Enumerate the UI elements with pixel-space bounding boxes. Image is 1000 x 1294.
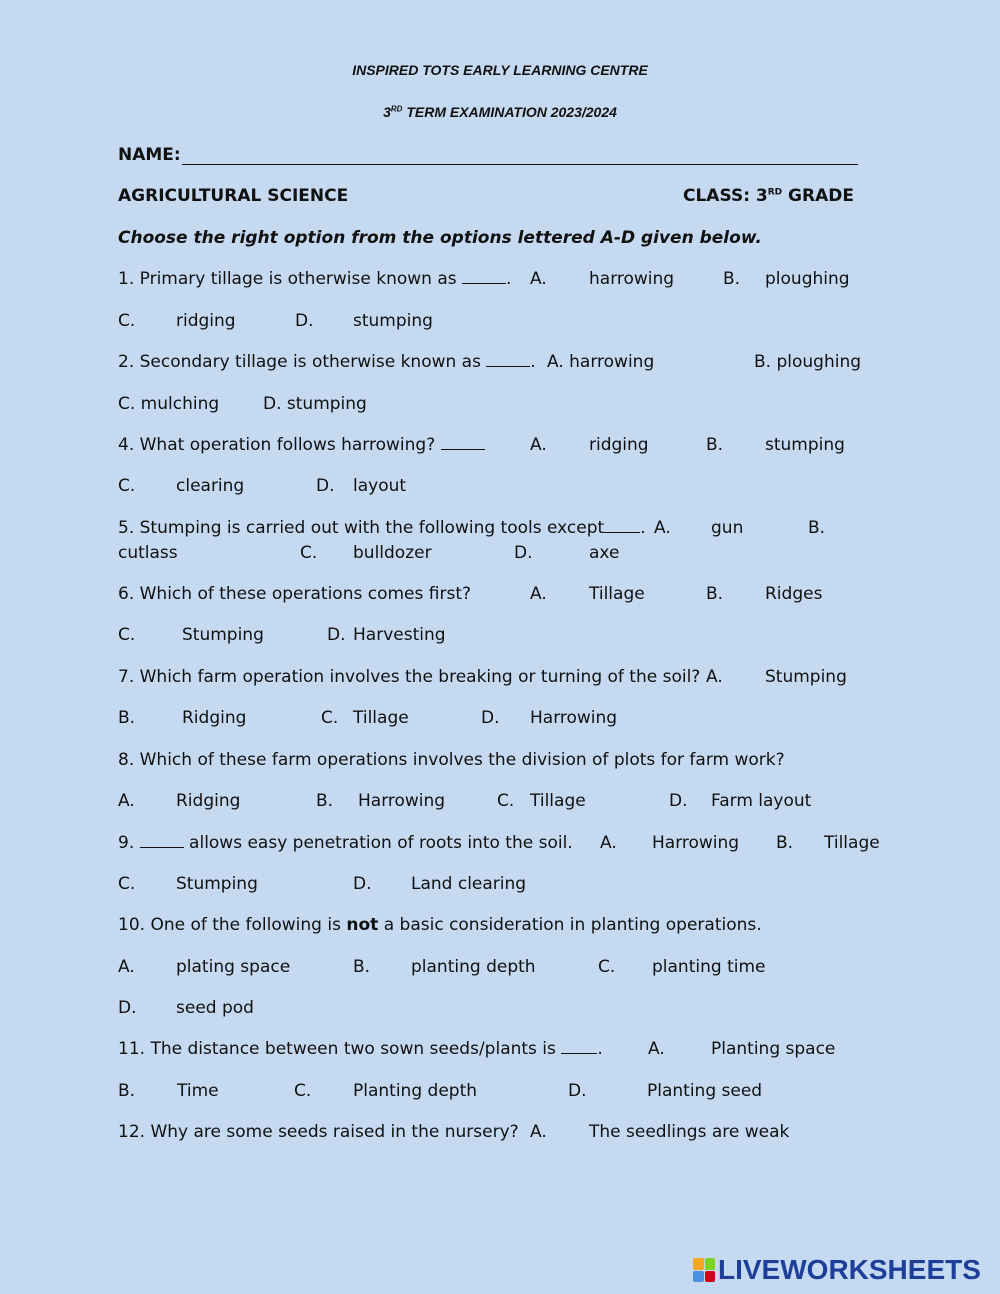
q8-c-option[interactable]: Tillage: [530, 791, 586, 811]
q1-c-option[interactable]: ridging: [176, 311, 236, 331]
q6-c-option[interactable]: Stumping: [182, 625, 264, 645]
q6-a-letter[interactable]: A.: [530, 584, 547, 604]
q1-blank[interactable]: [462, 269, 506, 284]
q2-end: .: [530, 352, 536, 372]
q5-d-letter[interactable]: D.: [514, 543, 533, 563]
school-name: INSPIRED TOTS EARLY LEARNING CENTRE: [352, 62, 648, 78]
class-label: [683, 186, 854, 206]
q10-c-option[interactable]: planting time: [652, 957, 766, 977]
q4-stem: 4. What operation follows harrowing?: [118, 435, 436, 455]
q4-b-option[interactable]: stumping: [765, 435, 845, 455]
q4-blank[interactable]: [441, 435, 485, 450]
q1-end: .: [506, 269, 512, 289]
q8-b-letter[interactable]: B.: [316, 791, 334, 811]
q8-b-option[interactable]: Harrowing: [358, 791, 446, 811]
q2-blank[interactable]: [486, 352, 530, 367]
q10-text: [118, 915, 762, 935]
q7-d-letter[interactable]: D.: [481, 708, 500, 728]
q9-a-option[interactable]: Harrowing: [652, 833, 740, 853]
q11-b-letter[interactable]: B.: [118, 1081, 136, 1101]
q4-text: [118, 435, 485, 455]
q10-a-option[interactable]: plating space: [176, 957, 291, 977]
q1-d-option[interactable]: stumping: [353, 311, 433, 331]
q1-text: [118, 269, 511, 289]
name-field[interactable]: [118, 145, 858, 167]
q4-d-option[interactable]: layout: [353, 476, 407, 496]
q4-a-letter[interactable]: A.: [530, 435, 547, 455]
q1-b-option[interactable]: ploughing: [765, 269, 850, 289]
q1-a-option[interactable]: harrowing: [589, 269, 675, 289]
q11-b-option[interactable]: Time: [177, 1081, 219, 1101]
logo-square-4: [705, 1271, 716, 1283]
q9-number: 9.: [118, 833, 135, 853]
q5-text: [118, 518, 646, 538]
q10-a-letter[interactable]: A.: [118, 957, 135, 977]
instruction: Choose the right option from the options lettered A-D given below.: [118, 228, 762, 248]
q6-b-option[interactable]: Ridges: [765, 584, 823, 604]
q7-d-option[interactable]: Harrowing: [530, 708, 618, 728]
q4-c-option[interactable]: clearing: [176, 476, 245, 496]
q5-c-letter[interactable]: C.: [300, 543, 318, 563]
q9-b-letter[interactable]: B.: [776, 833, 794, 853]
q12-text: 12. Why are some seeds raised in the nursery?: [118, 1122, 519, 1142]
q1-d-letter[interactable]: D.: [295, 311, 314, 331]
q5-end: .: [640, 518, 646, 538]
q2-b-option[interactable]: B. ploughing: [754, 352, 862, 372]
q8-text: 8. Which of these farm operations involves the division of plots for farm work?: [118, 750, 785, 770]
q10-bold-word: not: [346, 915, 379, 935]
q2-c-option[interactable]: C. mulching: [118, 394, 220, 414]
q10-post: a basic consideration in planting operations.: [383, 915, 762, 935]
q6-a-option[interactable]: Tillage: [589, 584, 645, 604]
q6-text: 6. Which of these operations comes first?: [118, 584, 472, 604]
q10-b-option[interactable]: planting depth: [411, 957, 536, 977]
logo-square-3: [693, 1271, 704, 1283]
q10-d-letter[interactable]: D.: [118, 998, 137, 1018]
q12-a-option[interactable]: The seedlings are weak: [589, 1122, 790, 1142]
q9-c-letter[interactable]: C.: [118, 874, 136, 894]
q9-c-option[interactable]: Stumping: [176, 874, 258, 894]
q5-stem: 5. Stumping is carried out with the following tools except: [118, 518, 605, 538]
q1-stem: 1. Primary tillage is otherwise known as: [118, 269, 457, 289]
logo-square-1: [693, 1258, 704, 1270]
q7-b-option[interactable]: Ridging: [182, 708, 247, 728]
q7-a-option[interactable]: Stumping: [765, 667, 847, 687]
liveworksheets-logo[interactable]: [693, 1253, 981, 1287]
q10-pre: 10. One of the following is: [118, 915, 341, 935]
liveworksheets-logo-icon: [693, 1258, 715, 1282]
q10-b-letter[interactable]: B.: [353, 957, 371, 977]
liveworksheets-logo-text: LIVEWORKSHEETS: [718, 1254, 981, 1285]
q4-a-option[interactable]: ridging: [589, 435, 649, 455]
q9-d-option[interactable]: Land clearing: [411, 874, 527, 894]
exam-title-sup: RD: [390, 104, 403, 114]
q11-c-letter[interactable]: C.: [294, 1081, 312, 1101]
q4-c-letter[interactable]: C.: [118, 476, 136, 496]
exam-title-rest: TERM EXAMINATION 2023/2024: [402, 104, 617, 120]
q12-a-letter[interactable]: A.: [530, 1122, 547, 1142]
q5-b-option[interactable]: cutlass: [118, 543, 178, 563]
name-underline: [182, 164, 858, 165]
class-sup: RD: [767, 187, 783, 198]
class-prefix: CLASS: 3: [683, 186, 768, 206]
subject-label: AGRICULTURAL SCIENCE: [118, 186, 349, 206]
q4-d-letter[interactable]: D.: [316, 476, 335, 496]
q11-stem: 11. The distance between two sown seeds/plants is: [118, 1039, 556, 1059]
q11-a-letter[interactable]: A.: [648, 1039, 665, 1059]
q11-d-letter[interactable]: D.: [568, 1081, 587, 1101]
q8-a-letter[interactable]: A.: [118, 791, 135, 811]
q9-text: [118, 833, 573, 853]
exam-title: [0, 104, 1000, 120]
q11-blank[interactable]: [561, 1039, 597, 1054]
q1-b-letter[interactable]: B.: [723, 269, 741, 289]
q6-c-letter[interactable]: C.: [118, 625, 136, 645]
q6-b-letter[interactable]: B.: [706, 584, 724, 604]
q8-a-option[interactable]: Ridging: [176, 791, 241, 811]
name-label: NAME:: [118, 145, 181, 165]
logo-square-2: [705, 1258, 716, 1270]
q10-c-letter[interactable]: C.: [598, 957, 616, 977]
q7-b-letter[interactable]: B.: [118, 708, 136, 728]
q8-d-option[interactable]: Farm layout: [711, 791, 812, 811]
q11-text: [118, 1039, 603, 1059]
q5-blank[interactable]: [604, 518, 640, 533]
q2-d-option[interactable]: D. stumping: [263, 394, 367, 414]
q11-d-option[interactable]: Planting seed: [647, 1081, 763, 1101]
q11-c-option[interactable]: Planting depth: [353, 1081, 478, 1101]
q7-a-letter[interactable]: A.: [706, 667, 723, 687]
q6-d-letter[interactable]: D.: [327, 625, 346, 645]
q5-a-option[interactable]: gun: [711, 518, 744, 538]
q5-a-letter[interactable]: A.: [654, 518, 671, 538]
q9-a-letter[interactable]: A.: [600, 833, 617, 853]
q1-a-letter[interactable]: A.: [530, 269, 547, 289]
q10-d-option[interactable]: seed pod: [176, 998, 254, 1018]
q8-d-letter[interactable]: D.: [669, 791, 688, 811]
q1-c-letter[interactable]: C.: [118, 311, 136, 331]
q9-b-option[interactable]: Tillage: [824, 833, 880, 853]
q5-b-letter[interactable]: B.: [808, 518, 826, 538]
q9-d-letter[interactable]: D.: [353, 874, 372, 894]
class-rest: GRADE: [782, 186, 854, 206]
q6-d-option[interactable]: Harvesting: [353, 625, 446, 645]
q2-a-option[interactable]: A. harrowing: [547, 352, 655, 372]
q11-a-option[interactable]: Planting space: [711, 1039, 836, 1059]
q11-end: .: [597, 1039, 603, 1059]
q9-blank[interactable]: [140, 833, 184, 848]
q5-d-option[interactable]: axe: [589, 543, 620, 563]
q7-c-option[interactable]: Tillage: [353, 708, 409, 728]
q2-text: [118, 352, 536, 372]
exam-title-prefix: 3: [383, 104, 391, 120]
q7-c-letter[interactable]: C.: [321, 708, 339, 728]
q9-stem: allows easy penetration of roots into the soil.: [189, 833, 573, 853]
q4-b-letter[interactable]: B.: [706, 435, 724, 455]
q7-text: 7. Which farm operation involves the breaking or turning of the soil?: [118, 667, 701, 687]
q8-c-letter[interactable]: C.: [497, 791, 515, 811]
q5-c-option[interactable]: bulldozer: [353, 543, 432, 563]
q2-stem: 2. Secondary tillage is otherwise known as: [118, 352, 481, 372]
